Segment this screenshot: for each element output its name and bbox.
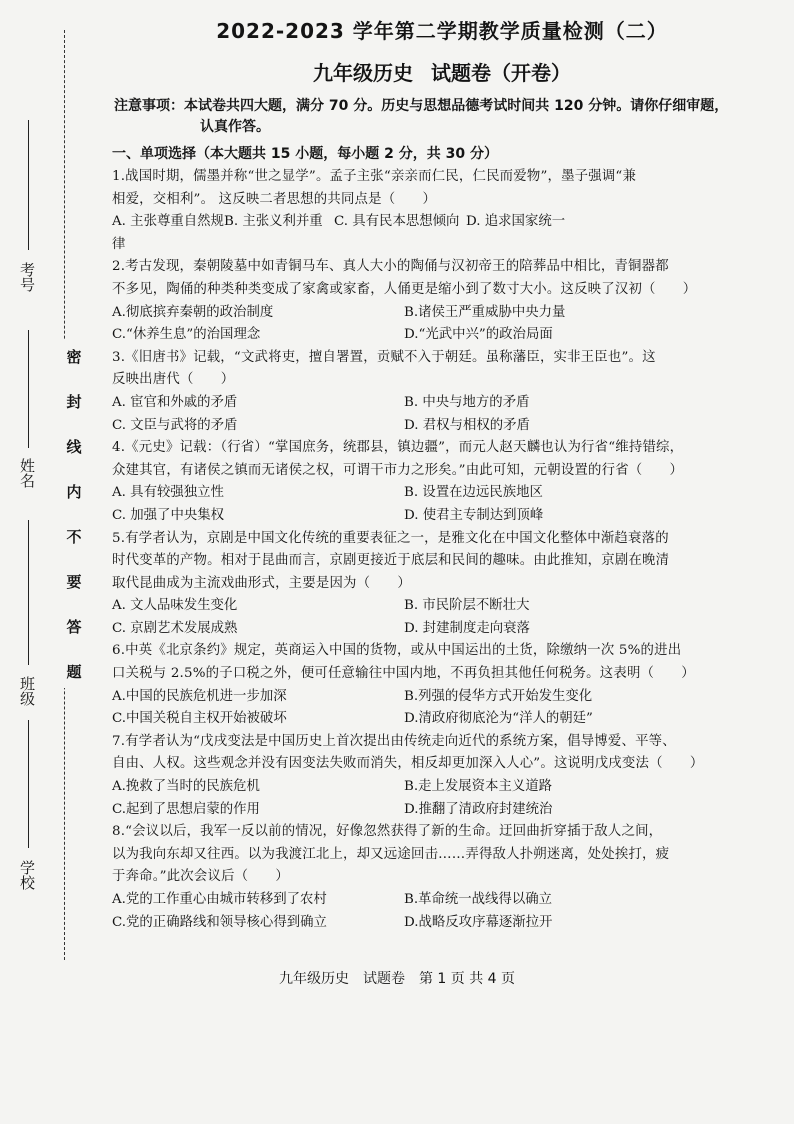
option-a[interactable]: A.中国的民族危机进一步加深 <box>112 688 287 704</box>
question-text: 于奔命。”此次会议后（ ） <box>112 869 290 885</box>
option-a[interactable]: A.彻底摈弃秦朝的政治制度 <box>112 304 274 320</box>
question-text: 2.考古发现，秦朝陵墓中如青铜马车、真人大小的陶俑与汉初帝王的陪葬品中相比，青铜器都 <box>112 259 669 275</box>
question-text: 4.《元史》记载：（行省）“掌国庶务，统郡县，镇边疆”，而元人赵天麟也认为行省“维持错综， <box>112 440 684 456</box>
question-7 <box>112 731 772 821</box>
options <box>112 302 772 347</box>
question-8 <box>112 821 772 934</box>
option-b[interactable]: B.列强的侵华方式开始发生变化 <box>404 688 593 704</box>
options <box>112 392 772 437</box>
field-label-name: 姓名 <box>18 458 36 488</box>
exam-subtitle <box>112 52 772 94</box>
options <box>112 776 772 821</box>
options <box>112 595 772 640</box>
seal-char: 线 <box>66 438 82 456</box>
question-text: 反映出唐代（ ） <box>112 372 235 388</box>
option-d[interactable]: D.清政府彻底沦为“洋人的朝廷” <box>404 711 593 727</box>
option-d[interactable]: D. 君权与相权的矛盾 <box>404 417 530 433</box>
question-text: 以为我向东却又往西。以为我渡江北上，却又远途回击……弄得敌人扑朔迷离，处处挨打，疲 <box>112 846 670 862</box>
options <box>112 686 772 731</box>
options <box>112 889 772 934</box>
section-heading: 一、单项选择（本大题共 15 小题，每小题 2 分，共 30 分） <box>112 146 498 162</box>
option-c[interactable]: C.起到了思想启蒙的作用 <box>112 801 260 817</box>
question-text: 众建其官，有诸侯之镇而无诸侯之权，可谓干市力之形矣。”由此可知，元朝设置的行省（ ） <box>112 462 684 478</box>
question-text: 7.有学者认为“戊戌变法是中国历史上首次提出由传统走向近代的系统方案，倡导博爱、平等、 <box>112 733 676 749</box>
seal-char: 题 <box>66 663 82 681</box>
option-c[interactable]: C. 文臣与武将的矛盾 <box>112 417 238 433</box>
option-d[interactable]: D. 追求国家统一 <box>466 214 566 230</box>
seal-char: 要 <box>66 573 82 591</box>
option-a[interactable]: A. 文人品味发生变化 <box>112 598 238 614</box>
seal-char: 不 <box>66 528 82 546</box>
field-label-class: 班级 <box>18 676 36 706</box>
question-text: 5.有学者认为，京剧是中国文化传统的重要表征之一，是雅文化在中国文化整体中渐趋衰落的 <box>112 530 669 546</box>
option-d[interactable]: D. 使君主专制达到顶峰 <box>404 507 544 523</box>
footer-page-number: 第 1 页 共 4 页 <box>418 971 516 987</box>
option-b[interactable]: B. 中央与地方的矛盾 <box>404 394 530 410</box>
option-a[interactable]: A. 具有较强独立性 <box>112 485 224 501</box>
option-c[interactable]: C. 具有民本思想倾向 <box>334 214 460 230</box>
option-a[interactable]: A. 主张尊重自然规律 <box>112 214 224 252</box>
notice-line-2: 认真作答。 <box>200 119 270 135</box>
options <box>112 211 772 256</box>
option-d[interactable]: D.战略反攻序幕逐渐拉开 <box>404 914 553 930</box>
exam-paper <box>112 14 772 934</box>
option-d[interactable]: D.推翻了清政府封建统治 <box>404 801 553 817</box>
option-d[interactable]: D. 封建制度走向衰落 <box>404 620 530 636</box>
option-c[interactable]: C. 京剧艺术发展成熟 <box>112 620 238 636</box>
seal-char: 密 <box>66 348 82 366</box>
option-b[interactable]: B.走上发展资本主义道路 <box>404 779 553 795</box>
notice-line-1: 注意事项：本试卷共四大题，满分 70 分。历史与思想品德考试时间共 120 分钟。请你仔细审题， <box>114 98 729 114</box>
paper-type: 试题卷（开卷） <box>431 61 571 85</box>
question-6 <box>112 640 772 730</box>
option-c[interactable]: C.“休养生息”的治国理念 <box>112 327 261 343</box>
question-text: 自由、人权。这些观念并没有因变法失败而消失，相反却更加深入人心”。这说明戊戌变法（ ） <box>112 756 704 772</box>
field-line-school[interactable] <box>28 720 29 848</box>
question-2 <box>112 256 772 346</box>
question-text: 6.中英《北京条约》规定，英商运入中国的货物，或从中国运出的土货，除缴纳一次 5%的进出 <box>112 643 682 659</box>
option-a[interactable]: A.挽救了当时的民族危机 <box>112 779 260 795</box>
subject-name: 九年级历史 <box>313 61 413 85</box>
question-text: 3.《旧唐书》记载，“文武将吏，擅自署置，贡赋不入于朝廷。虽称藩臣，实非王臣也”。这 <box>112 349 656 365</box>
option-b[interactable]: B.革命统一战线得以确立 <box>404 892 553 907</box>
question-text: 1.战国时期，儒墨并称“世之显学”。孟子主张“亲亲而仁民，仁民而爱物”，墨子强调“兼 <box>112 169 637 184</box>
field-line-exam-number[interactable] <box>28 120 29 250</box>
footer-subject: 九年级历史 <box>278 971 349 987</box>
question-text: 取代昆曲成为主流戏曲形式，主要是因为（ ） <box>112 575 411 591</box>
binding-margin <box>0 0 100 1124</box>
option-b[interactable]: B.诸侯王严重威胁中央力量 <box>404 304 566 320</box>
page-footer <box>0 968 794 988</box>
field-label-school: 学校 <box>18 860 36 890</box>
question-3 <box>112 347 772 437</box>
option-b[interactable]: B. 设置在边远民族地区 <box>404 485 543 501</box>
question-text: 时代变革的产物。相对于昆曲而言，京剧更接近于底层和民间的趣味。由此推知，京剧在晚清 <box>112 553 670 569</box>
seal-char: 内 <box>66 483 82 501</box>
field-line-name[interactable] <box>28 330 29 448</box>
seal-char: 答 <box>66 618 82 636</box>
question-text: 口关税与 2.5%的子口税之外，便可任意输往中国内地，不再负担其他任何税务。这表明（ ） <box>112 666 695 682</box>
question-1 <box>112 166 772 256</box>
footer-paper: 试题卷 <box>362 971 405 987</box>
question-text: 8.“会议以后，我军一反以前的情况，好像忽然获得了新的生命。迂回曲折穿插于敌人之间， <box>112 824 663 840</box>
seal-char: 封 <box>66 393 82 411</box>
seal-warning-text <box>62 340 86 688</box>
field-label-exam-number: 考号 <box>18 262 36 292</box>
field-line-class[interactable] <box>28 520 29 665</box>
exam-title: 2022-2023 学年第二学期教学质量检测（二） <box>216 19 668 43</box>
option-a[interactable]: A. 宦官和外戚的矛盾 <box>112 394 238 410</box>
option-a[interactable]: A.党的工作重心由城市转移到了农村 <box>112 892 327 907</box>
question-text: 不多见，陶俑的种类种类变成了家禽或家畜，人俑更是缩小到了数寸大小。这反映了汉初（ ） <box>112 281 697 297</box>
question-5 <box>112 528 772 641</box>
option-b[interactable]: B. 市民阶层不断壮大 <box>404 598 530 614</box>
option-b[interactable]: B. 主张义利并重 <box>224 214 323 230</box>
question-text: 相爱，交相利”。 这反映二者思想的共同点是（ ） <box>112 191 437 207</box>
option-c[interactable]: C. 加强了中央集权 <box>112 507 225 523</box>
question-4 <box>112 437 772 527</box>
option-c[interactable]: C.党的正确路线和领导核心得到确立 <box>112 914 327 930</box>
option-c[interactable]: C.中国关税自主权开始被破坏 <box>112 711 287 727</box>
options <box>112 482 772 527</box>
option-d[interactable]: D.“光武中兴”的政治局面 <box>404 327 553 343</box>
